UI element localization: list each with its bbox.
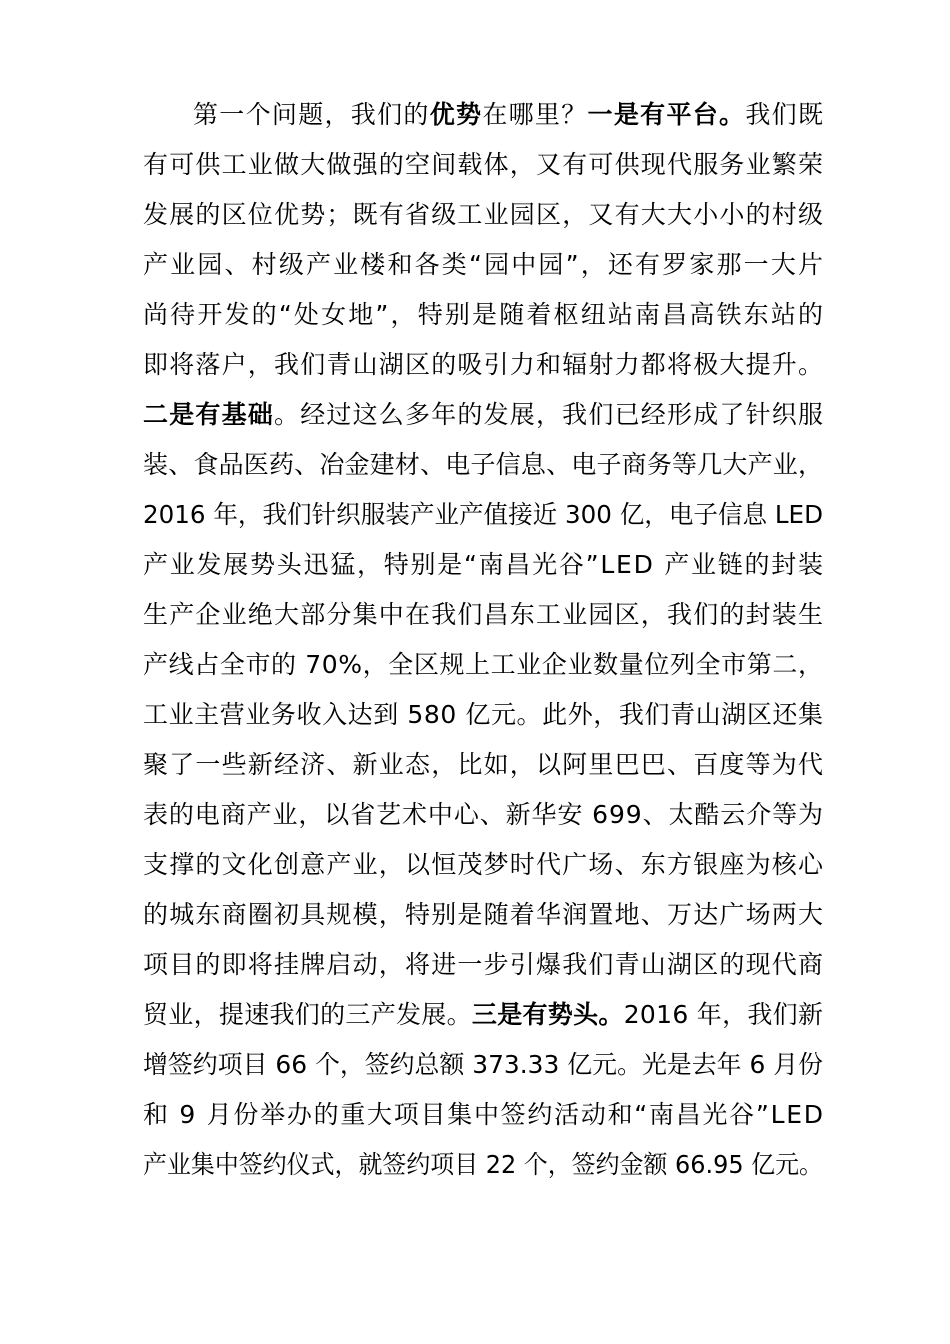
text-segment: 我们既: [745, 100, 825, 129]
text-segment: 的城东商圈初具规模，特别是随着华润置地、万达广场两大: [143, 900, 825, 929]
text-line: [143, 640, 823, 690]
text-line: [143, 740, 823, 790]
text-segment: 产业集中签约仪式，就签约项目 22 个，签约金额 66.95 亿元。: [143, 1150, 823, 1179]
text-line: [143, 440, 823, 490]
text-line: [143, 1140, 823, 1190]
text-line: [143, 890, 823, 940]
text-segment: 第一个问题，我们的: [193, 100, 430, 129]
text-line: [143, 1090, 823, 1140]
text-segment: 2016 年，我们针织服装产业产值接近 300 亿，电子信息 LED: [143, 500, 823, 529]
text-line: [143, 190, 823, 240]
text-segment: 尚待开发的“处女地”，特别是随着枢纽站南昌高铁东站的: [143, 300, 826, 329]
text-segment: 工业主营业务收入达到 580 亿元。此外，我们青山湖区还集: [143, 700, 824, 729]
text-segment: 贸业，提速我们的三产发展。: [143, 1000, 472, 1029]
body-paragraph: [143, 90, 826, 1190]
text-segment: 聚了一些新经济、新业态，比如，以阿里巴巴、百度等为代: [143, 750, 825, 779]
bold-phrase: 二是有基础: [143, 400, 274, 429]
text-segment: 产业园、村级产业楼和各类“园中园”，还有罗家那一大片: [143, 250, 826, 279]
text-segment: 装、食品医药、冶金建材、电子信息、电子商务等几大产业，: [143, 450, 824, 479]
text-line: [143, 140, 823, 190]
text-segment: 产线占全市的 70%，全区规上工业企业数量位列全市第二，: [143, 650, 824, 679]
text-segment: 增签约项目 66 个，签约总额 373.33 亿元。光是去年 6 月份: [143, 1050, 823, 1079]
text-line: [143, 340, 823, 390]
text-segment: 2016 年，我们新: [623, 1000, 824, 1029]
text-line: [143, 540, 823, 590]
text-segment: 项目的即将挂牌启动，将进一步引爆我们青山湖区的现代商: [143, 950, 825, 979]
text-segment: 即将落户，我们青山湖区的吸引力和辐射力都将极大提升。: [143, 350, 825, 379]
text-line: [143, 290, 826, 340]
text-line: [143, 390, 823, 440]
text-line: [143, 690, 823, 740]
text-segment: 生产企业绝大部分集中在我们昌东工业园区，我们的封装生: [143, 600, 825, 629]
text-segment: 支撑的文化创意产业，以恒茂梦时代广场、东方银座为核心: [143, 850, 825, 879]
text-line: [143, 90, 823, 140]
text-line: [143, 790, 823, 840]
text-segment: 。经过这么多年的发展，我们已经形成了针织服: [274, 400, 825, 429]
text-line: [143, 840, 823, 890]
text-segment: 发展的区位优势；既有省级工业园区，又有大大小小的村级: [143, 200, 825, 229]
text-line: [143, 1040, 823, 1090]
text-line: [143, 240, 826, 290]
bold-phrase: 一是有平台。: [587, 100, 746, 129]
text-segment: 产业发展势头迅猛，特别是“南昌光谷”LED 产业链的封装: [143, 550, 825, 579]
text-segment: 和 9 月份举办的重大项目集中签约活动和“南昌光谷”LED: [143, 1100, 825, 1129]
text-line: [143, 490, 823, 540]
text-segment: 表的电商产业，以省艺术中心、新华安 699、太酷云介等为: [143, 800, 824, 829]
text-line: [143, 940, 823, 990]
text-segment: 有可供工业做大做强的空间载体，又有可供现代服务业繁荣: [143, 150, 825, 179]
text-line: [143, 990, 823, 1040]
text-segment: 在哪里？: [482, 100, 588, 129]
bold-phrase: 三是有势头。: [471, 1000, 624, 1029]
text-line: [143, 590, 823, 640]
bold-phrase: 优势: [429, 100, 483, 129]
